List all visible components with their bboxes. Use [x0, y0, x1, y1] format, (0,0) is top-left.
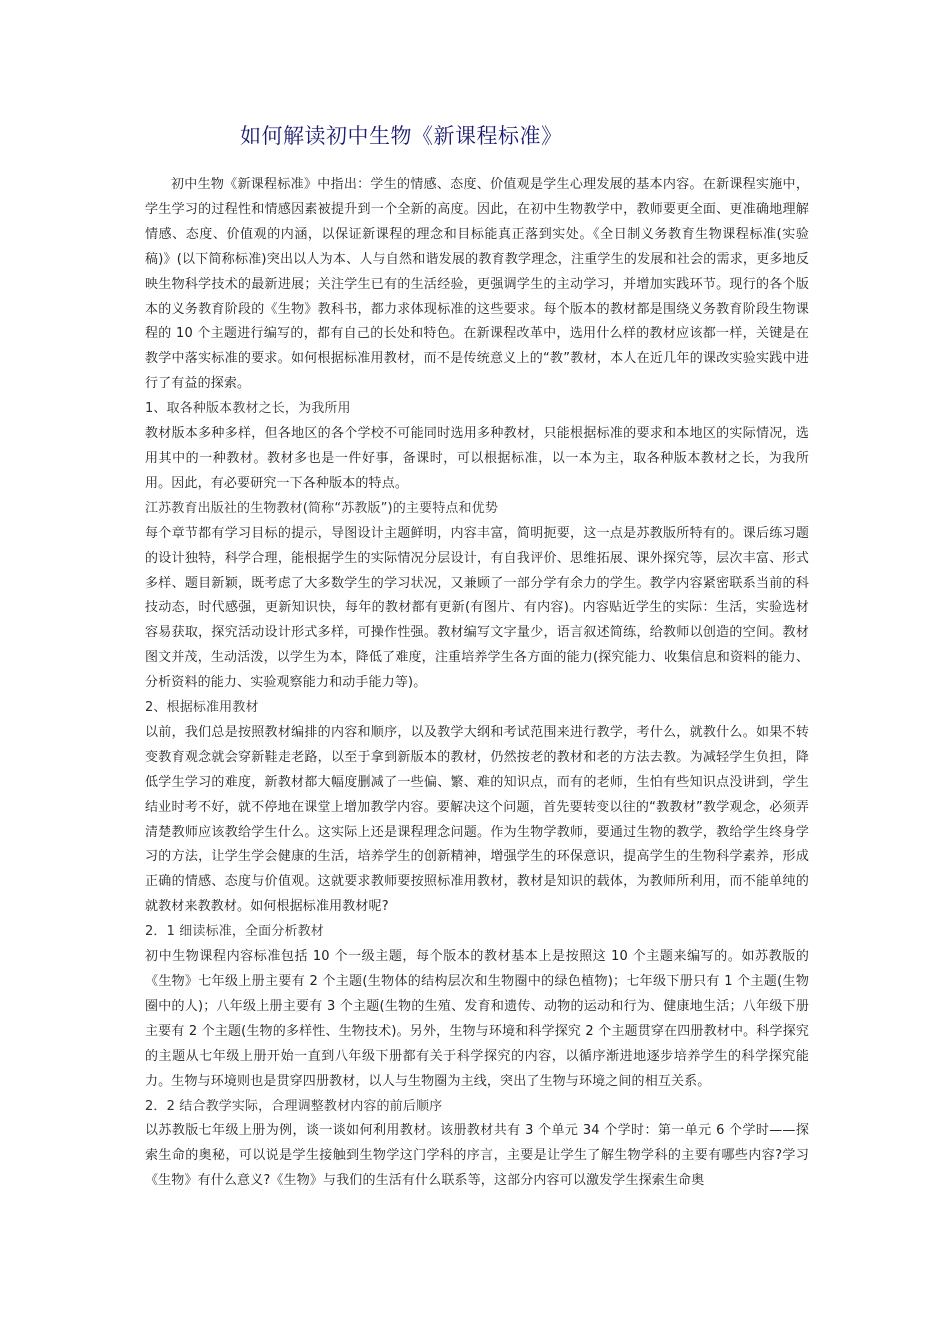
subsection-heading-2-1: 2．1 细读标准，全面分析教材 [145, 924, 324, 940]
section-2-paragraph: 以前，我们总是按照教材编排的内容和顺序，以及教学大纲和考试范围来进行教学，考什么，就教什么。如果不转变教育观念就会穿新鞋走老路，以至于拿到新版本的教材，仍然按老的教材和老的方法去教。为减轻学生负担，降低学生学习的难度，新教材都大幅度删减了一些偏、繁、难的知识点，而有的老师，生怕有些知识点没讲到，学生结业时考不好，就不停地在课堂上增加教学内容。要解决这个问题，首先要转变以往的“教教材”教学观念，必须弄清楚教师应该教给学生什么。这实际上还是课程理念问题。作为生物学教师，要通过生物的教学，教给学生终身学习的方法，让学生学会健康的生活，培养学生的创新精神，增强学生的环保意识，提高学生的生物科学素养，形成正确的情感、态度与价值观。这就要求教师要按照标准用教材，教材是知识的载体，为教师所利用，而不能单纯的就教材来教教材。如何根据标准用教材呢? [145, 724, 809, 915]
section-heading-2: 2、根据标准用教材 [145, 700, 259, 716]
intro-paragraph: 初中生物《新课程标准》中指出：学生的情感、态度、价值观是学生心理发展的基本内容。在新课程实施中，学生学习的过程性和情感因素被提升到一个全新的高度。因此，在初中生物教学中，教师要更全面、更准确地理解情感、态度、价值观的内涵，以保证新课程的理念和目标能真正落到实处。《全日制义务教育生物课程标准(实验稿)》(以下简称标准)突出以人为本、人与自然和谐发展的教育教学理念，注重学生的发展和社会的需求，更多地反映生物科学技术的最新进展；关注学生已有的生活经验，更强调学生的主动学习，并增加实践环节。现行的各个版本的义务教育阶段的《生物》教科书，都力求体现标准的这些要求。每个版本的教材都是围绕义务教育阶段生物课程的 10 个主题进行编写的，都有自己的长处和特色。在新课程改革中，选用什么样的教材应该都一样，关键是在教学中落实标准的要求。如何根据标准用教材，而不是传统意义上的“教”教材，本人在近几年的课改实验实践中进行了有益的探索。 [145, 177, 809, 392]
sujiao-paragraph: 每个章节都有学习目标的提示，导图设计主题鲜明，内容丰富，简明扼要，这一点是苏教版所特有的。课后练习题的设计独特，科学合理，能根据学生的实际情况分层设计，有自我评价、思维拓展、课外探究等，层次丰富、形式多样、题目新颖，既考虑了大多数学生的学习状况，又兼顾了一部分学有余力的学生。教学内容紧密联系当前的科技动态，时代感强，更新知识快，每年的教材都有更新(有图片、有内容)。内容贴近学生的实际：生活，实验选材容易获取，探究活动设计形式多样，可操作性强。教材编写文字量少，语言叙述简练，给教师以创造的空间。教材图文并茂，生动活泼，以学生为本，降低了难度，注重培养学生各方面的能力(探究能力、收集信息和资料的能力、分析资料的能力、实验观察能力和动手能力等)。 [145, 525, 809, 691]
subsection-2-2-paragraph: 以苏教版七年级上册为例，谈一谈如何利用教材。该册教材共有 3 个单元 34 个学时：第一单元 6 个学时——探索生命的奥秘，可以说是学生接触到生物学这门学科的序言，主要是让学生了解生物学科的主要有哪些内容?学习《生物》有什么意义?《生物》与我们的生活有什么联系等，这部分内容可以激发学生探索生命奥 [145, 1123, 809, 1189]
subsection-heading-2-2: 2．2 结合教学实际，合理调整教材内容的前后顺序 [145, 1098, 443, 1114]
subsection-2-1-paragraph: 初中生物课程内容标准包括 10 个一级主题，每个版本的教材基本上是按照这 10 个主题来编写的。如苏教版的《生物》七年级上册主要有 2 个主题(生物体的结构层次和生物圈中的绿色植物)；七年级下册只有 1 个主题(生物圈中的人)；八年级上册主要有 3 个主题(生物的生殖、发育和遗传、动物的运动和行为、健康地生活；八年级下册主要有 2 个主题(生物的多样性、生物技术)。另外，生物与环境和科学探究 2 个主题贯穿在四册教材中。科学探究的主题从七年级上册开始一直到八年级下册都有关于科学探究的内容，以循序渐进地逐步培养学生的科学探究能力。生物与环境则也是贯穿四册教材，以人与生物圈为主线，突出了生物与环境之间的相互关系。 [145, 949, 809, 1089]
document-body [145, 173, 809, 1194]
section-heading-1: 1、取各种版本教材之长，为我所用 [145, 401, 351, 417]
section-1-paragraph: 教材版本多种多样，但各地区的各个学校不可能同时选用多种教材，只能根据标准的要求和本地区的实际情况，选用其中的一种教材。教材多也是一件好事，备课时，可以根据标准，以一本为主，取各种版本教材之长，为我所用。因此，有必要研究一下各种版本的特点。 [145, 426, 809, 491]
document-title: 如何解读初中生物《新课程标准》 [240, 124, 563, 148]
subsection-heading-sujiao: 江苏教育出版社的生物教材(简称“苏教版”)的主要特点和优势 [145, 500, 498, 516]
